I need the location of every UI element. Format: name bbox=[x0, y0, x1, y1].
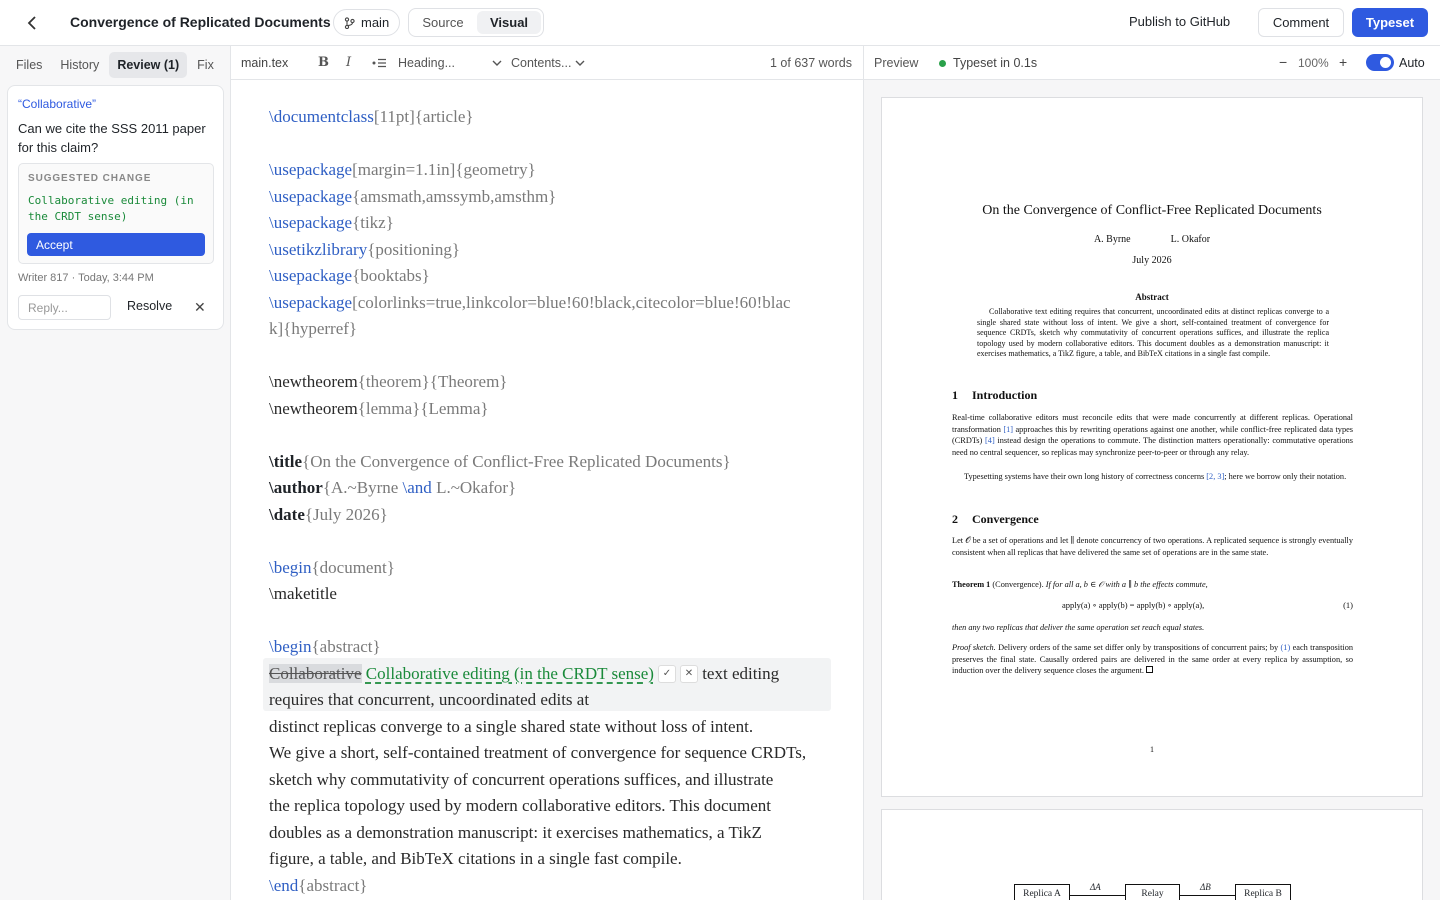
comment-meta: Writer 817 · Today, 3:44 PM bbox=[18, 272, 154, 284]
diagram-edge bbox=[1070, 895, 1125, 896]
code-line: \begin{abstract} bbox=[269, 637, 381, 656]
zoom-in-button[interactable]: + bbox=[1339, 54, 1348, 70]
citation-link[interactable]: [2, 3] bbox=[1206, 472, 1225, 481]
code-line: \newtheorem{theorem}{Theorem} bbox=[269, 372, 508, 391]
tab-history[interactable]: History bbox=[60, 58, 100, 72]
code-line: \begin{document} bbox=[269, 557, 395, 577]
status-dot-icon bbox=[939, 60, 946, 67]
code-line: \newtheorem{lemma}{Lemma} bbox=[269, 398, 489, 418]
proof: Proof sketch. Delivery orders of the same set differ only by transpositions of concurrent pairs; by (1) each transposition preserves the final state. Causally ordered pairs are delivered in the same order at every replica by assumption, so induction over the delivery sequence closes the argument. bbox=[952, 643, 1353, 676]
code-line: \usetikzlibrary{positioning} bbox=[269, 239, 461, 259]
editor-pane bbox=[231, 46, 864, 900]
abstract-text: Collaborative text editing requires that concurrent, uncoordinated edits at distinct replicas converge to a single shared state without loss of intent. We give a short, self-contained treatment of convergence for sequence CRDTs, sketch why commutativity of concurrent operations suffices, and illustrate the replica topology used by modern collaborative editors. This document doubles as a demonstration manuscript: it exercises mathematics, a TikZ figure, a table, and BibTeX citations in a single fast compile. bbox=[977, 307, 1329, 359]
preview-toolbar bbox=[864, 46, 1440, 80]
code-line bbox=[269, 343, 829, 370]
code-line: figure, a table, and BibTeX citations in a single fast compile. bbox=[269, 849, 682, 868]
code-line: \maketitle bbox=[269, 584, 337, 603]
auto-typeset-toggle[interactable] bbox=[1366, 54, 1394, 71]
preview-pane bbox=[864, 46, 1440, 900]
code-line: the replica topology used by modern collaborative editors. This document bbox=[269, 796, 772, 815]
pdf-page-1: On the Convergence of Conflict-Free Replicated Documents A. Byrne L. Okafor July 2026 Abstract Collaborative text editing requires that concurrent, uncoordinated edits at distinct replicas converge to a single shared state without loss of intent. We give a short, self-contained treatment of convergence for sequence CRDTs, sketch why commutativity of concurrent operations suffices, and illustrate the replica topology used by modern collaborative editors. This document doubles as a demonstration manuscript: it exercises mathematics, a TikZ figure, a table, and BibTeX citations in a single fast compile. 1 Introduction Real-time collaborative editors must reconcile edits that were made concurrently at different replicas. Operational transformation [1] approaches this by rewriting operations against one another, while conflict-free replicated data types (CRDTs) [4] instead design the operations to commute. The distinction matters operationally: commutative operations need no central sequencer, so replicas may synchronize peer-to-peer or through any relay. Typesetting systems have their own long history of correctness concerns [2, 3]; here we borrow only their notation. 2 Convergence Let 𝒪 be a set of operations and let ∥ denote concurrency of two operations. A replicated sequence is strongly eventually consistent when all replicas that have delivered the same set of operations are in the same state. Theorem 1 (Convergence). If for all a, b ∈ 𝒪 with a ∥ b the effects commute, apply(a) ∘ apply(b) = apply(b) ∘ apply(a), (1) then any two replicas that deliver the same operation set reach equal states. Proof sketch. Delivery orders of the same set differ only by transpositions of concurrent pairs; by (1) each transposition preserves the final state. Causally ordered pairs are delivered in the same order at every replica by assumption, so induction over the delivery sequence closes the argument. 1 bbox=[881, 97, 1423, 797]
reject-change-icon[interactable]: ✕ bbox=[680, 665, 698, 683]
abstract-heading: Abstract bbox=[1135, 292, 1169, 302]
code-line: \usepackage{tikz} bbox=[269, 213, 394, 232]
sidebar-tabs bbox=[8, 52, 230, 78]
code-line: doubles as a demonstration manuscript: it exercises mathematics, a TikZ bbox=[269, 822, 762, 842]
equation-ref-link[interactable]: (1) bbox=[1280, 643, 1291, 652]
suggested-change-label: SUGGESTED CHANGE bbox=[28, 173, 152, 184]
back-button[interactable] bbox=[20, 12, 44, 34]
diagram-edge-label: ΔB bbox=[1200, 882, 1211, 892]
bullet-list-icon[interactable] bbox=[372, 57, 387, 69]
code-line: \end{abstract} bbox=[269, 875, 368, 895]
page-number: 1 bbox=[1150, 745, 1154, 754]
latex-source[interactable] bbox=[269, 104, 829, 899]
top-bar bbox=[0, 0, 1440, 46]
review-comment-card bbox=[7, 85, 224, 330]
branch-selector[interactable] bbox=[333, 9, 400, 36]
publish-github-button[interactable]: Publish to GitHub bbox=[1129, 14, 1231, 29]
code-line: \title{On the Convergence of Conflict-Free Replicated Documents} bbox=[269, 451, 731, 471]
code-line: \usepackage{amsmath,amssymb,amsthm} bbox=[269, 186, 557, 206]
contents-select-value: Contents... bbox=[511, 56, 572, 70]
left-sidebar bbox=[0, 46, 231, 900]
code-line: \usepackage[margin=1.1in]{geometry} bbox=[269, 160, 536, 179]
suggested-change-box bbox=[18, 163, 214, 264]
paper-title: On the Convergence of Conflict-Free Replicated Documents bbox=[982, 203, 1322, 218]
code-line: We give a short, self-contained treatment of convergence for sequence CRDTs, bbox=[269, 743, 807, 762]
code-line: \date{July 2026} bbox=[269, 504, 388, 524]
tab-fix[interactable]: Fix bbox=[197, 58, 214, 72]
diagram-edge bbox=[1180, 895, 1235, 896]
paragraph: Let 𝒪 be a set of operations and let ∥ denote concurrency of two operations. A replicated sequence is strongly eventually consistent when all replicas that have delivered the same set of operations are in the same state. bbox=[952, 536, 1353, 557]
deleted-text: Collaborative bbox=[269, 663, 362, 683]
paper-authors: A. Byrne L. Okafor bbox=[1093, 234, 1211, 245]
file-name: main.tex bbox=[241, 56, 289, 70]
code-line: \usepackage[colorlinks=true,linkcolor=blue!60!black,citecolor=blue!60!blac bbox=[269, 292, 791, 312]
theorem-continuation: then any two replicas that deliver the same operation set reach equal states. bbox=[952, 623, 1205, 632]
diagram-node-relay: Relay bbox=[1125, 884, 1180, 900]
diagram-node-replica-b: Replica B bbox=[1235, 884, 1291, 900]
italic-button[interactable]: I bbox=[346, 55, 352, 70]
preview-label: Preview bbox=[874, 56, 919, 70]
code-line bbox=[269, 131, 829, 158]
suggested-change-text: Collaborative editing (in the CRDT sense) bbox=[28, 194, 194, 223]
tracked-change-line: Collaborative Collaborative editing (in the CRDT sense) ✓ ✕ text editing bbox=[269, 663, 780, 683]
accept-suggestion-button[interactable]: Accept bbox=[27, 233, 205, 256]
pdf-page-2 bbox=[881, 809, 1423, 900]
theorem: Theorem 1 (Convergence). If for all a, b ∈ 𝒪 with a ∥ b the effects commute, bbox=[952, 580, 1208, 589]
editor-toolbar bbox=[231, 46, 864, 80]
code-line: distinct replicas converge to a single shared state without loss of intent. bbox=[269, 716, 754, 736]
resolve-button[interactable]: Resolve bbox=[127, 299, 173, 313]
qed-icon bbox=[1146, 666, 1153, 673]
zoom-level: 100% bbox=[1298, 56, 1329, 70]
paper-date: July 2026 bbox=[1132, 255, 1172, 266]
paragraph: Real-time collaborative editors must reconcile edits that were made concurrently at different replicas. Operational transformation [1] approaches this by rewriting operations against one another, while conflict-free replicated data types (CRDTs) [4] instead design the operations to commute. The distinction matters operationally: commutative operations need no central sequencer, so replicas may synchronize peer-to-peer or through any relay. bbox=[952, 413, 1354, 458]
code-line bbox=[269, 608, 829, 635]
view-mode-toggle bbox=[408, 8, 544, 37]
source-mode-button[interactable]: Source bbox=[422, 15, 464, 30]
auto-label: Auto bbox=[1399, 56, 1425, 70]
code-line: \author{A.~Byrne \and L.~Okafor} bbox=[269, 478, 517, 497]
zoom-out-button[interactable]: − bbox=[1279, 54, 1288, 70]
reply-input[interactable] bbox=[18, 295, 111, 320]
typeset-status: Typeset in 0.1s bbox=[939, 56, 1037, 70]
heading-select-value: Heading... bbox=[398, 56, 455, 70]
word-count: 1 of 637 words bbox=[770, 56, 852, 70]
code-line: requires that concurrent, uncoordinated edits at bbox=[269, 690, 590, 709]
quoted-text[interactable]: “Collaborative” bbox=[18, 97, 97, 111]
chevron-left-icon bbox=[27, 16, 37, 30]
contents-select[interactable] bbox=[511, 55, 591, 71]
comment-text: Can we cite the SSS 2011 paper for this claim? bbox=[18, 121, 206, 155]
code-line: k]{hyperref} bbox=[269, 319, 358, 338]
code-line: sketch why commutativity of concurrent operations suffices, and illustrate bbox=[269, 769, 774, 789]
code-line: \usepackage{booktabs} bbox=[269, 266, 430, 285]
chevron-down-icon bbox=[492, 60, 502, 66]
close-icon[interactable]: ✕ bbox=[194, 299, 206, 315]
code-line bbox=[269, 422, 829, 449]
comment-button[interactable]: Comment bbox=[1258, 8, 1344, 37]
section-heading: 2 Convergence bbox=[952, 512, 1039, 526]
code-line: \documentclass[11pt]{article} bbox=[269, 107, 474, 126]
branch-name: main bbox=[361, 15, 390, 30]
visual-mode-button[interactable]: Visual bbox=[477, 11, 541, 34]
inserted-text: Collaborative editing (in the CRDT sense) bbox=[365, 663, 654, 683]
bold-button[interactable]: B bbox=[318, 55, 329, 70]
heading-select[interactable] bbox=[398, 55, 502, 71]
document-title: Convergence of Replicated Documents bbox=[70, 14, 331, 30]
tab-review[interactable]: Review (1) bbox=[109, 52, 187, 78]
chevron-down-icon bbox=[575, 60, 585, 66]
code-line bbox=[269, 528, 829, 555]
accept-change-icon[interactable]: ✓ bbox=[658, 665, 676, 683]
section-heading: 1 Introduction bbox=[952, 388, 1038, 402]
citation-link[interactable]: [4] bbox=[985, 436, 995, 446]
citation-link[interactable]: [1] bbox=[1003, 424, 1013, 434]
typeset-button[interactable]: Typeset bbox=[1352, 8, 1428, 37]
diagram-edge-label: ΔA bbox=[1090, 882, 1101, 892]
tab-files[interactable]: Files bbox=[16, 58, 43, 72]
diagram-node-replica-a: Replica A bbox=[1014, 884, 1070, 900]
paragraph: Typesetting systems have their own long history of correctness concerns [2, 3]; here we borrow only their notation. bbox=[964, 472, 1347, 481]
git-branch-icon bbox=[344, 17, 355, 29]
